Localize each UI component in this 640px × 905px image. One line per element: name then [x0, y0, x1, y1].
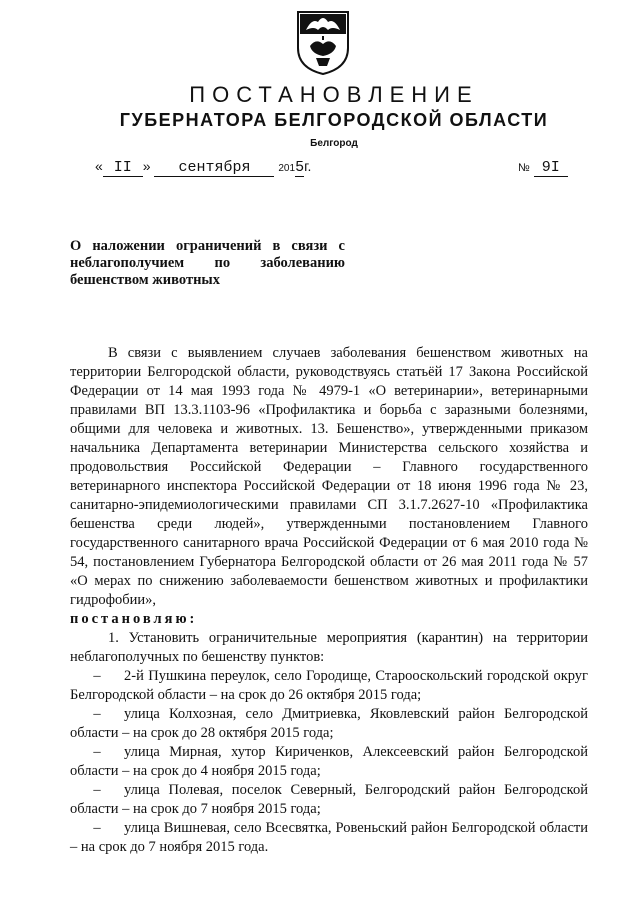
document-date [95, 158, 311, 177]
list-item [70, 819, 588, 857]
resolve-word: постановляю: [70, 611, 198, 627]
city-label: Белгород [310, 138, 358, 149]
point-1-paragraph: 1. Установить ограничительные мероприятия (карантин) на территории неблагополучных по бешенству пунктов: [70, 630, 588, 665]
subject-line-1: О наложении ограничений в связи с [70, 238, 345, 254]
document-subject [70, 238, 345, 289]
list-item-text: улица Вишневая, село Всесвятка, Ровеньский район Белгородской области – на срок до 7 ноября 2015 года. [70, 820, 588, 855]
date-open-quote: « [95, 158, 103, 174]
list-item-text: 2-й Пушкина переулок, село Городище, Старооскольский городской округ Белгородской области – на срок до 26 октября 2015 года; [70, 668, 588, 703]
number-value: 9I [534, 159, 568, 177]
document-number [518, 158, 568, 177]
list-item-text: улица Полевая, поселок Северный, Белгородский район Белгородской области – на срок до 7 ноября 2015 года; [70, 782, 588, 817]
dash-marker: – [93, 706, 101, 722]
list-item-text: улица Мирная, хутор Кириченков, Алексеевский район Белгородской области – на срок до 4 ноября 2015 года; [70, 744, 588, 779]
date-month: сентября [154, 159, 274, 177]
number-label: № [518, 162, 530, 174]
list-item [70, 781, 588, 819]
dash-marker: – [93, 668, 101, 684]
dash-marker: – [93, 820, 101, 836]
dash-marker: – [93, 782, 101, 798]
list-item [70, 743, 588, 781]
subject-line-2: неблагополучием по заболеванию [70, 255, 345, 271]
dash-marker: – [93, 744, 101, 760]
date-year-prefix: 201 [278, 163, 296, 174]
date-day: II [103, 159, 143, 177]
date-year-mark: г. [304, 158, 312, 174]
date-year-suffix: 5 [295, 159, 305, 176]
coat-of-arms-icon [296, 10, 350, 76]
document-body [70, 344, 588, 857]
date-close-quote: » [142, 158, 151, 174]
subject-line-3: бешенством животных [70, 272, 220, 288]
issuer-title: ГУБЕРНАТОРА БЕЛГОРОДСКОЙ ОБЛАСТИ [119, 110, 549, 130]
list-item [70, 667, 588, 705]
list-item-text: улица Колхозная, село Дмитриевка, Яковлевский район Белгородской области – на срок до 28 октября 2015 года; [70, 706, 588, 741]
preamble-paragraph: В связи с выявлением случаев заболевания бешенством животных на территории Белгородской области, руководствуясь статьёй 17 Закона Российской Федерации от 14 мая 1993 года № 4979-1 «О ветеринарии», ветеринарными правилами ВП 13.3.1103-96 «Профилактика и борьба с заразными болезнями, общими для человека и животных. 13. Бешенство», утвержденными приказом начальника Департамента ветеринарии Министерства сельского хозяйства и продовольствия Российской Федерации – Главного государственного ветеринарного инспектора Российской Федерации от 18 июня 1996 года № 23, санитарно-эпидемиологическими правилами СП 3.1.7.2627-10 «Профилактика бешенства среди людей», утвержденными постановлением Главного государственного санитарного врача Российской Федерации от 6 мая 2010 года № 54, постановлением Губернатора Белгородской области от 26 мая 2011 года № 57 «О мерах по снижению заболеваемости бешенством животных и профилактики гидрофобии», [70, 345, 588, 608]
document-type-title: ПОСТАНОВЛЕНИЕ [189, 82, 479, 107]
list-item [70, 705, 588, 743]
